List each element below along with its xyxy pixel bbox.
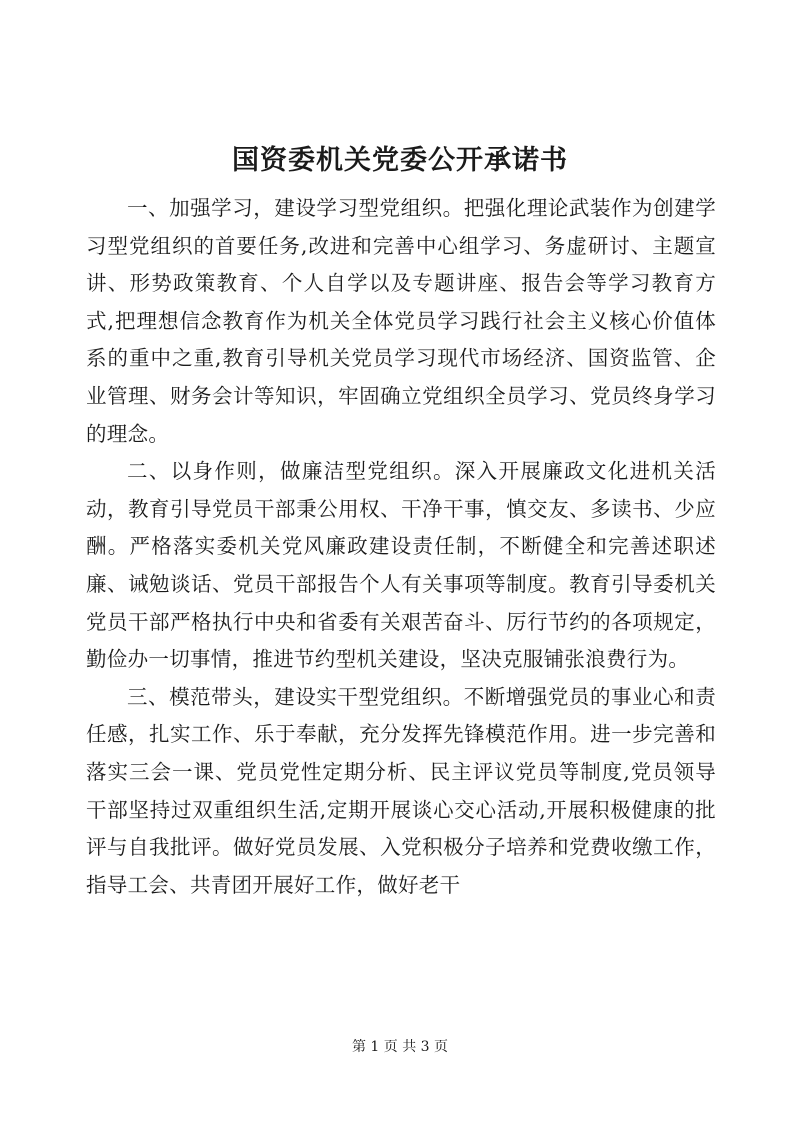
- paragraph-integrity: 二、以身作则，做廉洁型党组织。深入开展廉政文化进机关活动，教育引导党员干部秉公用权、干净干事，慎交友、多读书、少应酬。严格落实委机关党风廉政建设责任制，不断健全和完善述职述廉、诫勉谈话、党员干部报告个人有关事项等制度。教育引导委机关党员干部严格执行中央和省委有关艰苦奋斗、厉行节约的各项规定，勤俭办一切事情，推进节约型机关建设，坚决克服铺张浪费行为。: [86, 459, 716, 672]
- page-title: 国资委机关党委公开承诺书: [232, 145, 568, 176]
- paragraph-study: 一、加强学习，建设学习型党组织。把强化理论武装作为创建学习型党组织的首要任务,改进和完善中心组学习、务虚研讨、主题宣讲、形势政策教育、个人自学以及专题讲座、报告会等学习教育方式,把理想信念教育作为机关全体党员学习践行社会主义核心价值体系的重中之重,教育引导机关党员学习现代市场经济、国资监管、企业管理、财务会计等知识，牢固确立党组织全员学习、党员终身学习的理念。: [86, 196, 716, 446]
- paragraph-practical: 三、模范带头，建设实干型党组织。不断增强党员的事业心和责任感，扎实工作、乐于奉献，充分发挥先锋模范作用。进一步完善和落实三会一课、党员党性定期分析、民主评议党员等制度,党员领导干部坚持过双重组织生活,定期开展谈心交心活动,开展积极健康的批评与自我批评。做好党员发展、入党积极分子培养和党费收缴工作，指导工会、共青团开展好工作，做好老干: [86, 684, 716, 897]
- document-body: [86, 190, 716, 904]
- page-indicator: 第 1 页 共 3 页: [351, 1039, 449, 1055]
